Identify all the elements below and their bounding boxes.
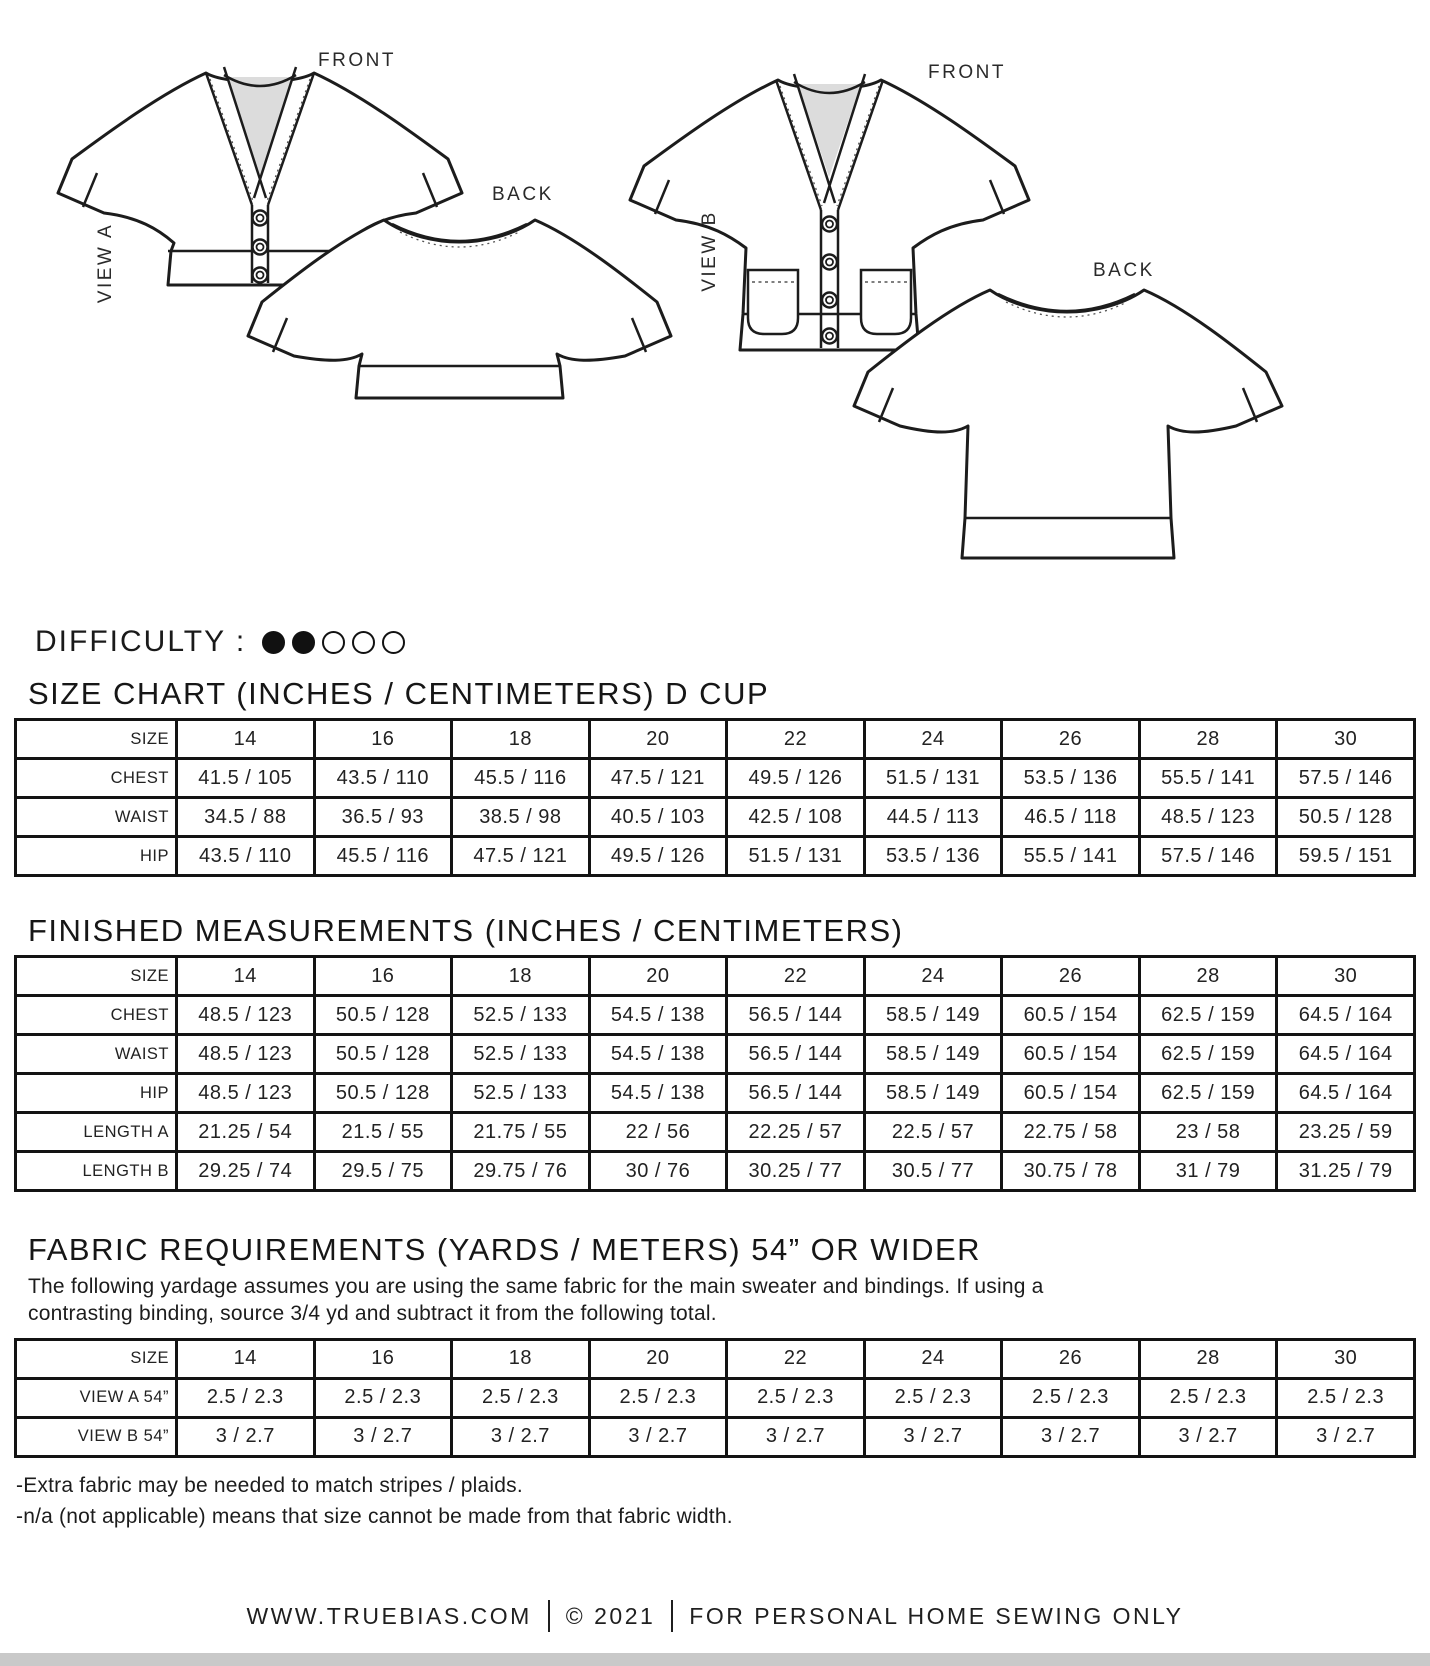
footer-site: WWW.TRUEBIAS.COM [246, 1602, 532, 1629]
table-cell: 22.5 / 57 [864, 1113, 1002, 1152]
difficulty-dots [262, 631, 405, 654]
table-row [16, 1417, 1415, 1456]
table-cell: 62.5 / 159 [1139, 1074, 1277, 1113]
view-a-back-label: BACK [492, 184, 554, 205]
table-cell: 22 / 56 [589, 1113, 727, 1152]
table-row [16, 720, 1415, 759]
row-header: VIEW A 54” [16, 1378, 177, 1417]
size-chart-section [0, 676, 1430, 877]
finished-measurements-heading: FINISHED MEASUREMENTS (INCHES / CENTIMETERS) [28, 913, 904, 948]
table-cell: 21.5 / 55 [314, 1113, 452, 1152]
table-cell: 38.5 / 98 [452, 798, 590, 837]
table-cell: 28 [1139, 1339, 1277, 1378]
row-header: WAIST [16, 1035, 177, 1074]
row-header: HIP [16, 837, 177, 876]
table-cell: 2.5 / 2.3 [727, 1378, 865, 1417]
table-cell: 16 [314, 957, 452, 996]
table-cell: 2.5 / 2.3 [1139, 1378, 1277, 1417]
row-header: SIZE [16, 1339, 177, 1378]
fabric-note-line-1: The following yardage assumes you are using the same fabric for the main sweater and bindings. If using a [28, 1275, 1044, 1298]
size-chart-table [14, 718, 1416, 877]
table-cell: 3 / 2.7 [864, 1417, 1002, 1456]
view-a-front-label: FRONT [318, 50, 396, 71]
table-cell: 49.5 / 126 [727, 759, 865, 798]
table-row [16, 996, 1415, 1035]
difficulty-dot-empty [322, 631, 345, 654]
table-cell: 16 [314, 1339, 452, 1378]
table-cell: 50.5 / 128 [1277, 798, 1415, 837]
table-cell: 14 [177, 957, 315, 996]
table-cell: 54.5 / 138 [589, 996, 727, 1035]
table-cell: 45.5 / 116 [452, 759, 590, 798]
table-cell: 22.25 / 57 [727, 1113, 865, 1152]
table-cell: 29.5 / 75 [314, 1152, 452, 1191]
table-cell: 18 [452, 1339, 590, 1378]
table-cell: 30 [1277, 1339, 1415, 1378]
table-cell: 2.5 / 2.3 [177, 1378, 315, 1417]
footnote-na: -n/a (not applicable) means that size cannot be made from that fabric width. [16, 1505, 733, 1529]
table-cell: 48.5 / 123 [177, 1074, 315, 1113]
table-cell: 56.5 / 144 [727, 1074, 865, 1113]
finished-measurements-table [14, 955, 1416, 1192]
table-cell: 43.5 / 110 [314, 759, 452, 798]
table-cell: 3 / 2.7 [727, 1417, 865, 1456]
table-cell: 3 / 2.7 [1139, 1417, 1277, 1456]
size-chart-heading: SIZE CHART (INCHES / CENTIMETERS) D CUP [28, 676, 770, 711]
table-cell: 54.5 / 138 [589, 1035, 727, 1074]
table-cell: 52.5 / 133 [452, 1035, 590, 1074]
table-cell: 60.5 / 154 [1002, 1074, 1140, 1113]
bottom-strip [0, 1653, 1430, 1666]
row-header: VIEW B 54” [16, 1417, 177, 1456]
table-cell: 54.5 / 138 [589, 1074, 727, 1113]
table-cell: 34.5 / 88 [177, 798, 315, 837]
table-cell: 30 / 76 [589, 1152, 727, 1191]
table-cell: 31.25 / 79 [1277, 1152, 1415, 1191]
fabric-footnotes [16, 1470, 1430, 1533]
table-cell: 30.25 / 77 [727, 1152, 865, 1191]
table-cell: 52.5 / 133 [452, 1074, 590, 1113]
table-row [16, 1378, 1415, 1417]
table-row [16, 1339, 1415, 1378]
table-row [16, 1074, 1415, 1113]
difficulty-dot-empty [352, 631, 375, 654]
table-cell: 58.5 / 149 [864, 996, 1002, 1035]
table-cell: 57.5 / 146 [1277, 759, 1415, 798]
table-cell: 36.5 / 93 [314, 798, 452, 837]
difficulty-dot-empty [382, 631, 405, 654]
view-b-front-label: FRONT [928, 62, 1006, 83]
table-cell: 57.5 / 146 [1139, 837, 1277, 876]
table-cell: 55.5 / 141 [1139, 759, 1277, 798]
table-cell: 29.25 / 74 [177, 1152, 315, 1191]
row-header: WAIST [16, 798, 177, 837]
table-cell: 22 [727, 957, 865, 996]
row-header: LENGTH B [16, 1152, 177, 1191]
technical-drawings [0, 0, 1430, 612]
row-header: CHEST [16, 996, 177, 1035]
table-cell: 41.5 / 105 [177, 759, 315, 798]
table-cell: 16 [314, 720, 452, 759]
table-cell: 30.5 / 77 [864, 1152, 1002, 1191]
table-cell: 64.5 / 164 [1277, 1074, 1415, 1113]
table-cell: 56.5 / 144 [727, 1035, 865, 1074]
table-cell: 29.75 / 76 [452, 1152, 590, 1191]
table-row [16, 1035, 1415, 1074]
fabric-requirements-section [0, 1232, 1430, 1533]
table-row [16, 759, 1415, 798]
table-cell: 51.5 / 131 [727, 837, 865, 876]
table-cell: 50.5 / 128 [314, 996, 452, 1035]
footer-divider [671, 1600, 673, 1632]
difficulty-label: DIFFICULTY : [35, 625, 247, 658]
table-cell: 47.5 / 121 [452, 837, 590, 876]
table-row [16, 837, 1415, 876]
table-cell: 3 / 2.7 [177, 1417, 315, 1456]
table-cell: 20 [589, 720, 727, 759]
table-cell: 23 / 58 [1139, 1113, 1277, 1152]
table-cell: 59.5 / 151 [1277, 837, 1415, 876]
table-cell: 50.5 / 128 [314, 1074, 452, 1113]
table-cell: 28 [1139, 957, 1277, 996]
table-cell: 24 [864, 1339, 1002, 1378]
table-cell: 3 / 2.7 [314, 1417, 452, 1456]
table-cell: 55.5 / 141 [1002, 837, 1140, 876]
table-cell: 21.75 / 55 [452, 1113, 590, 1152]
fabric-note-line-2: contrasting binding, source 3/4 yd and subtract it from the following total. [28, 1301, 717, 1325]
table-cell: 44.5 / 113 [864, 798, 1002, 837]
table-cell: 26 [1002, 1339, 1140, 1378]
table-cell: 60.5 / 154 [1002, 996, 1140, 1035]
table-cell: 60.5 / 154 [1002, 1035, 1140, 1074]
table-cell: 28 [1139, 720, 1277, 759]
table-cell: 18 [452, 720, 590, 759]
table-cell: 62.5 / 159 [1139, 1035, 1277, 1074]
fabric-requirements-table [14, 1338, 1416, 1458]
table-cell: 48.5 / 123 [177, 1035, 315, 1074]
view-a-label: VIEW A [95, 222, 116, 304]
table-cell: 40.5 / 103 [589, 798, 727, 837]
table-cell: 47.5 / 121 [589, 759, 727, 798]
finished-measurements-section [0, 913, 1430, 1192]
table-cell: 30 [1277, 720, 1415, 759]
table-cell: 58.5 / 149 [864, 1074, 1002, 1113]
table-cell: 51.5 / 131 [864, 759, 1002, 798]
table-row [16, 1152, 1415, 1191]
table-cell: 22 [727, 720, 865, 759]
table-cell: 3 / 2.7 [589, 1417, 727, 1456]
table-cell: 30 [1277, 957, 1415, 996]
footnote-stripes: -Extra fabric may be needed to match stripes / plaids. [16, 1473, 523, 1497]
table-row [16, 957, 1415, 996]
table-cell: 26 [1002, 720, 1140, 759]
table-cell: 62.5 / 159 [1139, 996, 1277, 1035]
footer-copyright: © 2021 [565, 1602, 656, 1629]
view-b-back-label: BACK [1093, 260, 1155, 281]
footer-license: FOR PERSONAL HOME SEWING ONLY [689, 1602, 1184, 1629]
table-cell: 2.5 / 2.3 [1002, 1378, 1140, 1417]
table-cell: 2.5 / 2.3 [452, 1378, 590, 1417]
table-cell: 14 [177, 720, 315, 759]
table-cell: 18 [452, 957, 590, 996]
table-cell: 48.5 / 123 [177, 996, 315, 1035]
difficulty-dot-filled [262, 631, 285, 654]
table-cell: 3 / 2.7 [1277, 1417, 1415, 1456]
view-b-back-drawing [838, 266, 1298, 566]
table-cell: 58.5 / 149 [864, 1035, 1002, 1074]
table-cell: 24 [864, 957, 1002, 996]
table-cell: 3 / 2.7 [452, 1417, 590, 1456]
table-cell: 20 [589, 1339, 727, 1378]
table-cell: 50.5 / 128 [314, 1035, 452, 1074]
table-cell: 48.5 / 123 [1139, 798, 1277, 837]
table-cell: 53.5 / 136 [864, 837, 1002, 876]
table-cell: 24 [864, 720, 1002, 759]
table-cell: 53.5 / 136 [1002, 759, 1140, 798]
table-cell: 3 / 2.7 [1002, 1417, 1140, 1456]
table-cell: 14 [177, 1339, 315, 1378]
table-cell: 31 / 79 [1139, 1152, 1277, 1191]
view-b-label: VIEW B [699, 210, 720, 292]
table-cell: 30.75 / 78 [1002, 1152, 1140, 1191]
table-cell: 20 [589, 957, 727, 996]
table-cell: 46.5 / 118 [1002, 798, 1140, 837]
table-cell: 2.5 / 2.3 [589, 1378, 727, 1417]
table-cell: 22.75 / 58 [1002, 1113, 1140, 1152]
difficulty-row [35, 622, 1430, 662]
table-cell: 42.5 / 108 [727, 798, 865, 837]
table-cell: 64.5 / 164 [1277, 996, 1415, 1035]
table-row [16, 1113, 1415, 1152]
table-cell: 22 [727, 1339, 865, 1378]
fabric-requirements-heading: FABRIC REQUIREMENTS (YARDS / METERS) 54” OR WIDER [28, 1232, 982, 1267]
row-header: CHEST [16, 759, 177, 798]
table-cell: 49.5 / 126 [589, 837, 727, 876]
table-cell: 2.5 / 2.3 [314, 1378, 452, 1417]
footer [0, 1600, 1430, 1632]
footer-divider [548, 1600, 550, 1632]
table-cell: 26 [1002, 957, 1140, 996]
row-header: HIP [16, 1074, 177, 1113]
table-row [16, 798, 1415, 837]
table-cell: 52.5 / 133 [452, 996, 590, 1035]
table-cell: 23.25 / 59 [1277, 1113, 1415, 1152]
table-cell: 2.5 / 2.3 [1277, 1378, 1415, 1417]
row-header: SIZE [16, 957, 177, 996]
table-cell: 21.25 / 54 [177, 1113, 315, 1152]
table-cell: 56.5 / 144 [727, 996, 865, 1035]
table-cell: 64.5 / 164 [1277, 1035, 1415, 1074]
table-cell: 45.5 / 116 [314, 837, 452, 876]
table-cell: 2.5 / 2.3 [864, 1378, 1002, 1417]
table-cell: 43.5 / 110 [177, 837, 315, 876]
difficulty-dot-filled [292, 631, 315, 654]
row-header: SIZE [16, 720, 177, 759]
row-header: LENGTH A [16, 1113, 177, 1152]
